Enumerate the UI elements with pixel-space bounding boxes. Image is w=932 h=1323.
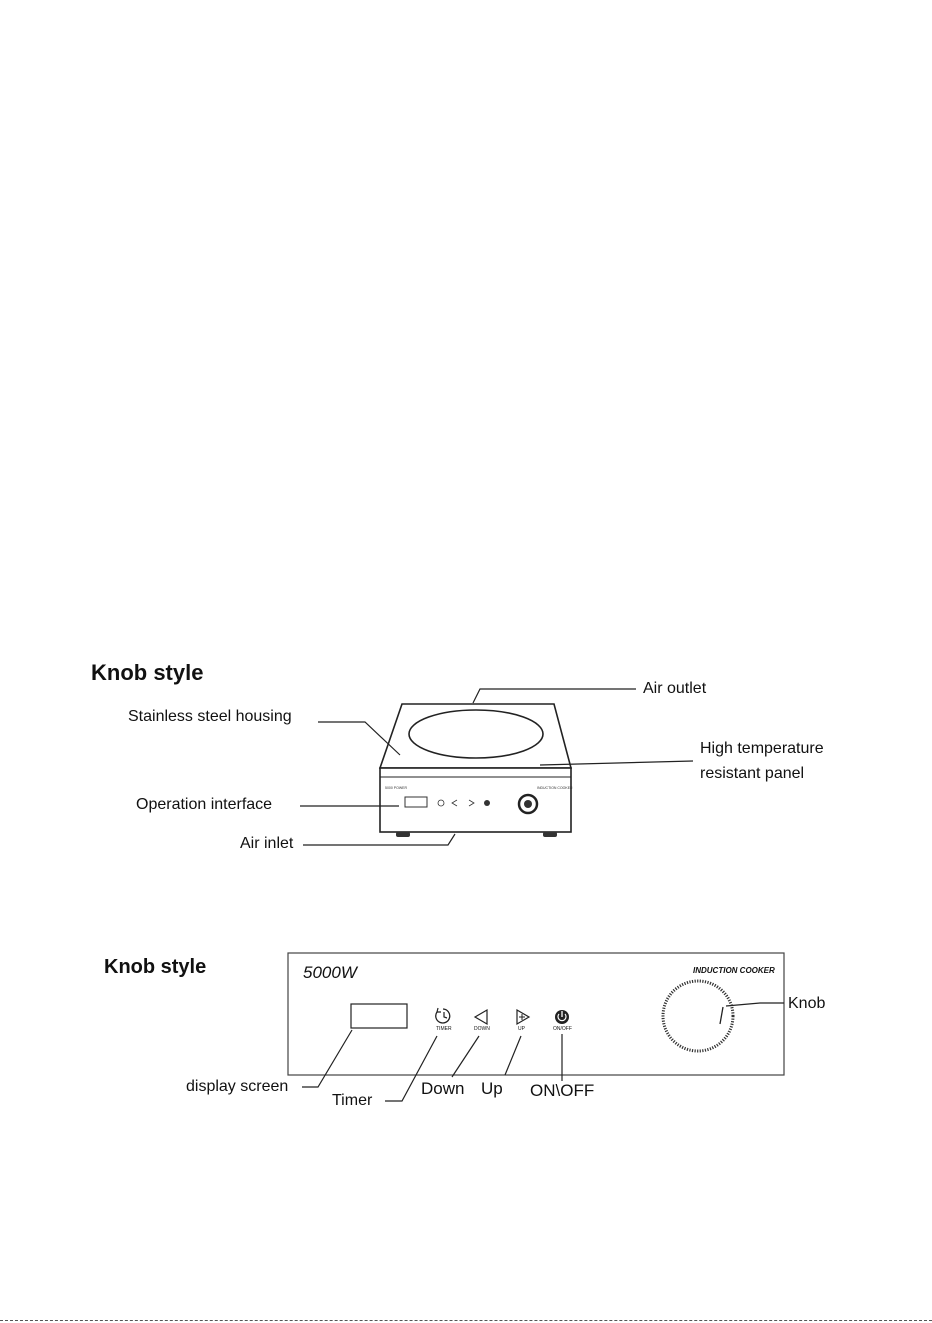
air-inlet-label: Air inlet (240, 835, 294, 852)
display-screen (351, 1004, 407, 1028)
panel-label-line1: High temperature (700, 740, 824, 757)
knob-label: Knob (788, 995, 826, 1012)
down-label: Down (421, 1079, 465, 1098)
down-button-label: DOWN (474, 1026, 490, 1032)
svg-text:5000 POWER: 5000 POWER (385, 786, 407, 790)
up-label: Up (481, 1079, 503, 1098)
onoff-label: ON\OFF (530, 1081, 595, 1100)
svg-text:INDUCTION COOKER: INDUCTION COOKER (537, 786, 573, 790)
panel-label-line2: resistant panel (700, 765, 805, 782)
timer-label: Timer (332, 1092, 373, 1109)
air-outlet-label: Air outlet (643, 680, 707, 697)
timer-button-label: TIMER (436, 1026, 452, 1032)
display-screen-label: display screen (186, 1078, 289, 1095)
up-button-label: UP (518, 1026, 525, 1032)
page-bottom-rule (0, 1320, 932, 1321)
section2-heading: Knob style (104, 956, 207, 978)
section1-heading: Knob style (91, 660, 204, 685)
housing-label: Stainless steel housing (128, 708, 292, 725)
power-icon (555, 1010, 569, 1024)
onoff-button-label: ON/OFF (553, 1026, 572, 1032)
power-rating: 5000W (303, 963, 357, 982)
operation-label: Operation interface (136, 796, 273, 813)
brand-label: INDUCTION COOKER (693, 966, 775, 975)
